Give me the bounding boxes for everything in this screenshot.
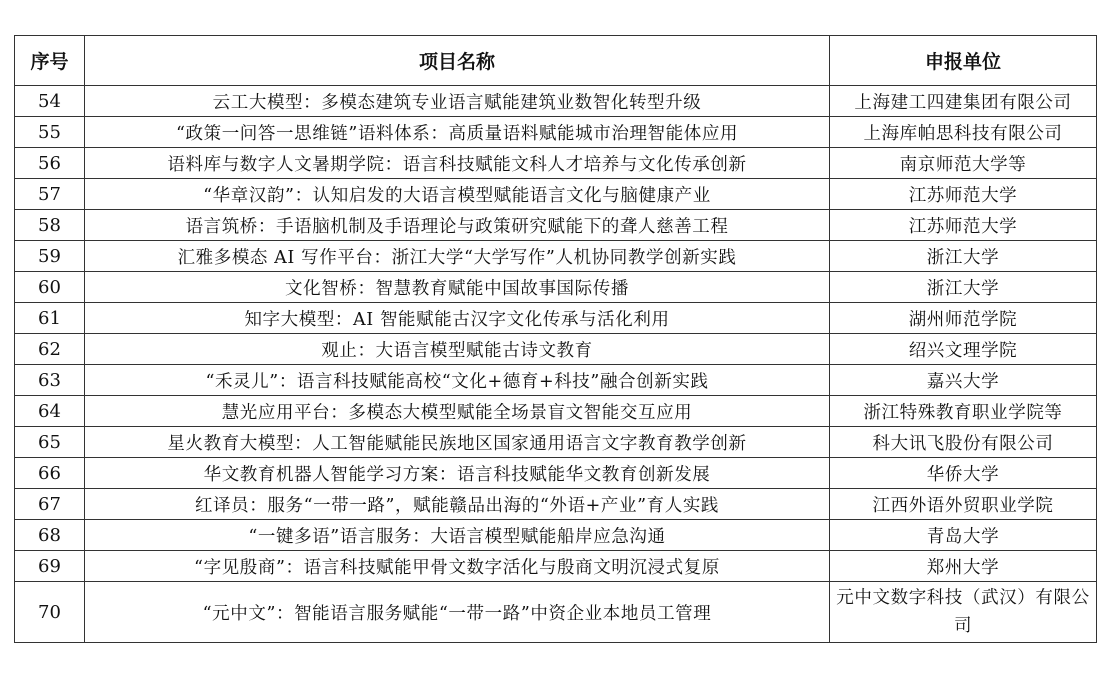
row-project-name: “华章汉韵”：认知启发的大语言模型赋能语言文化与脑健康产业 bbox=[85, 179, 830, 210]
row-applicant-unit: 浙江特殊教育职业学院等 bbox=[830, 396, 1097, 427]
table-row bbox=[15, 179, 1097, 210]
row-serial-number: 63 bbox=[15, 365, 85, 396]
row-serial-number: 57 bbox=[15, 179, 85, 210]
row-serial-number: 60 bbox=[15, 272, 85, 303]
row-project-name: 观止：大语言模型赋能古诗文教育 bbox=[85, 334, 830, 365]
table-row bbox=[15, 272, 1097, 303]
row-applicant-unit: 上海库帕思科技有限公司 bbox=[830, 117, 1097, 148]
row-serial-number: 59 bbox=[15, 241, 85, 272]
table-row bbox=[15, 520, 1097, 551]
table-row bbox=[15, 582, 1097, 643]
row-applicant-unit: 青岛大学 bbox=[830, 520, 1097, 551]
row-serial-number: 55 bbox=[15, 117, 85, 148]
row-applicant-unit: 元中文数字科技（武汉）有限公司 bbox=[830, 582, 1097, 643]
table-row bbox=[15, 148, 1097, 179]
table-row bbox=[15, 303, 1097, 334]
table-row bbox=[15, 365, 1097, 396]
table-row bbox=[15, 396, 1097, 427]
table-row bbox=[15, 551, 1097, 582]
row-applicant-unit: 江苏师范大学 bbox=[830, 179, 1097, 210]
row-serial-number: 66 bbox=[15, 458, 85, 489]
row-serial-number: 58 bbox=[15, 210, 85, 241]
row-project-name: 语言筑桥：手语脑机制及手语理论与政策研究赋能下的聋人慈善工程 bbox=[85, 210, 830, 241]
row-project-name: 华文教育机器人智能学习方案：语言科技赋能华文教育创新发展 bbox=[85, 458, 830, 489]
table-row bbox=[15, 427, 1097, 458]
row-serial-number: 69 bbox=[15, 551, 85, 582]
row-project-name: “元中文”：智能语言服务赋能“一带一路”中资企业本地员工管理 bbox=[85, 582, 830, 643]
projects-table bbox=[14, 35, 1097, 643]
row-applicant-unit: 浙江大学 bbox=[830, 272, 1097, 303]
row-project-name: “一键多语”语言服务：大语言模型赋能船岸应急沟通 bbox=[85, 520, 830, 551]
row-project-name: 红译员：服务“一带一路”，赋能赣品出海的“外语+产业”育人实践 bbox=[85, 489, 830, 520]
table-row bbox=[15, 489, 1097, 520]
row-project-name: 星火教育大模型：人工智能赋能民族地区国家通用语言文字教育教学创新 bbox=[85, 427, 830, 458]
row-serial-number: 68 bbox=[15, 520, 85, 551]
header-applicant-unit: 申报单位 bbox=[830, 36, 1097, 86]
row-project-name: 云工大模型：多模态建筑专业语言赋能建筑业数智化转型升级 bbox=[85, 86, 830, 117]
row-project-name: 文化智桥：智慧教育赋能中国故事国际传播 bbox=[85, 272, 830, 303]
row-project-name: “政策一问答一思维链”语料体系：高质量语料赋能城市治理智能体应用 bbox=[85, 117, 830, 148]
row-applicant-unit: 嘉兴大学 bbox=[830, 365, 1097, 396]
table-row bbox=[15, 334, 1097, 365]
table-row bbox=[15, 458, 1097, 489]
header-project-name: 项目名称 bbox=[85, 36, 830, 86]
row-applicant-unit: 科大讯飞股份有限公司 bbox=[830, 427, 1097, 458]
table-row bbox=[15, 241, 1097, 272]
row-serial-number: 67 bbox=[15, 489, 85, 520]
row-serial-number: 65 bbox=[15, 427, 85, 458]
row-serial-number: 54 bbox=[15, 86, 85, 117]
table-header-row bbox=[15, 36, 1097, 86]
row-project-name: “禾灵儿”：语言科技赋能高校“文化+德育+科技”融合创新实践 bbox=[85, 365, 830, 396]
row-applicant-unit: 郑州大学 bbox=[830, 551, 1097, 582]
row-serial-number: 70 bbox=[15, 582, 85, 643]
row-applicant-unit: 南京师范大学等 bbox=[830, 148, 1097, 179]
row-serial-number: 61 bbox=[15, 303, 85, 334]
row-project-name: 汇雅多模态 AI 写作平台：浙江大学“大学写作”人机协同教学创新实践 bbox=[85, 241, 830, 272]
header-serial-number: 序号 bbox=[15, 36, 85, 86]
row-serial-number: 64 bbox=[15, 396, 85, 427]
row-serial-number: 56 bbox=[15, 148, 85, 179]
row-applicant-unit: 上海建工四建集团有限公司 bbox=[830, 86, 1097, 117]
table-row bbox=[15, 210, 1097, 241]
table-row bbox=[15, 86, 1097, 117]
row-applicant-unit: 绍兴文理学院 bbox=[830, 334, 1097, 365]
row-project-name: 慧光应用平台：多模态大模型赋能全场景盲文智能交互应用 bbox=[85, 396, 830, 427]
row-applicant-unit: 湖州师范学院 bbox=[830, 303, 1097, 334]
row-project-name: “字见殷商”：语言科技赋能甲骨文数字活化与殷商文明沉浸式复原 bbox=[85, 551, 830, 582]
row-project-name: 知字大模型：AI 智能赋能古汉字文化传承与活化利用 bbox=[85, 303, 830, 334]
table-row bbox=[15, 117, 1097, 148]
row-project-name: 语料库与数字人文暑期学院：语言科技赋能文科人才培养与文化传承创新 bbox=[85, 148, 830, 179]
row-applicant-unit: 浙江大学 bbox=[830, 241, 1097, 272]
row-serial-number: 62 bbox=[15, 334, 85, 365]
row-applicant-unit: 江西外语外贸职业学院 bbox=[830, 489, 1097, 520]
row-applicant-unit: 江苏师范大学 bbox=[830, 210, 1097, 241]
row-applicant-unit: 华侨大学 bbox=[830, 458, 1097, 489]
